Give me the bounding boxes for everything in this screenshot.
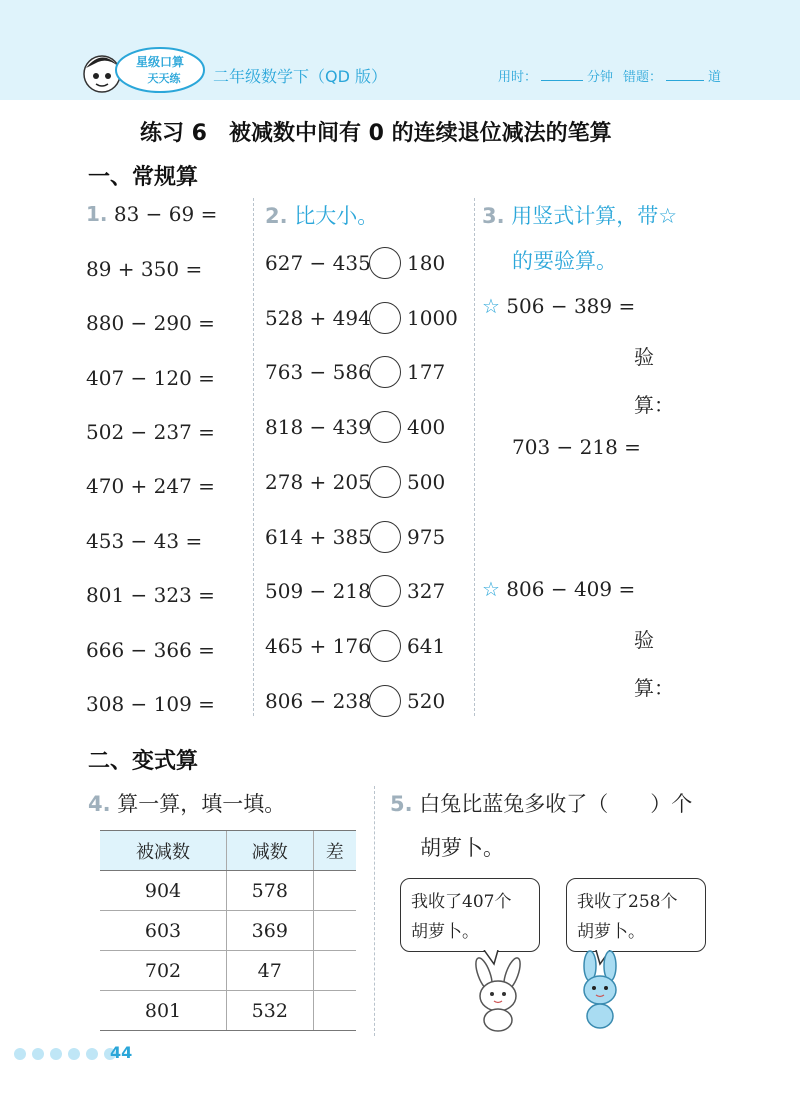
white-rabbit-illustration	[462, 956, 534, 1032]
column-divider-3	[374, 786, 375, 1036]
errors-unit: 道	[708, 70, 722, 85]
q1-problem-5: 502 − 237 =	[86, 420, 215, 444]
check-label-1a: 验	[634, 345, 654, 369]
star-icon: ☆	[482, 577, 500, 601]
section-2-title: 二、变式算	[88, 749, 199, 774]
time-label: 用时：	[498, 70, 538, 85]
speech-bubble-blue-rabbit: 我收了258个 胡萝卜。	[566, 878, 706, 952]
q4-prompt: 4. 算一算，填一填。	[88, 792, 286, 816]
time-unit: 分钟	[587, 70, 614, 85]
q2-compare-row-6: 614 + 385 975	[265, 519, 445, 555]
series-logo	[78, 44, 210, 102]
q1-problem-7: 453 − 43 =	[86, 529, 203, 553]
difference-cell[interactable]	[313, 951, 356, 991]
speech-bubble-white-rabbit: 我收了407个 胡萝卜。	[400, 878, 540, 952]
header-difference: 差	[313, 831, 356, 871]
q1-number: 1.	[86, 202, 108, 226]
header-subtrahend: 减数	[227, 831, 314, 871]
compare-circle[interactable]	[369, 685, 401, 717]
q3-problem-1: ☆ 506 − 389 =	[482, 294, 636, 318]
q2-compare-row-9: 806 − 238 520	[265, 683, 445, 719]
header-minuend: 被减数	[100, 831, 227, 871]
column-divider-1	[253, 198, 254, 716]
q1-problem-1: 1. 83 − 69 =	[86, 202, 218, 226]
q5-prompt: 5. 白兔比蓝兔多收了（ ）个	[390, 792, 693, 816]
section-1-title: 一、常规算	[88, 165, 199, 190]
compare-circle[interactable]	[369, 411, 401, 443]
q3-prompt: 3. 用竖式计算，带☆	[482, 204, 678, 228]
difference-cell[interactable]	[313, 911, 356, 951]
subtraction-table	[100, 830, 356, 1031]
compare-circle[interactable]	[369, 302, 401, 334]
q1-problem-10: 308 − 109 =	[86, 692, 215, 716]
q1-problem-2: 89 + 350 =	[86, 257, 203, 281]
page-number: 44	[110, 1043, 133, 1062]
time-blank[interactable]	[541, 69, 583, 81]
compare-circle[interactable]	[369, 521, 401, 553]
q3-problem-2: 703 − 218 =	[512, 435, 641, 459]
time-errors-record	[498, 66, 721, 85]
star-icon: ☆	[482, 294, 500, 318]
q3-prompt-line2: 的要验算。	[512, 249, 617, 273]
logo-text-line2: 天天练	[147, 72, 181, 85]
footer-decoration	[14, 1048, 116, 1060]
check-label-2b: 算：	[634, 676, 674, 700]
book-title: 二年级数学下（QD 版）	[213, 67, 388, 86]
compare-circle[interactable]	[369, 630, 401, 662]
q2-compare-row-8: 465 + 176 641	[265, 628, 445, 664]
table-row: 603 369	[100, 911, 356, 951]
errors-blank[interactable]	[666, 69, 704, 81]
compare-circle[interactable]	[369, 247, 401, 279]
compare-circle[interactable]	[369, 466, 401, 498]
difference-cell[interactable]	[313, 991, 356, 1031]
q4-number: 4.	[88, 792, 111, 816]
q2-prompt: 2. 比大小。	[265, 204, 379, 228]
q1-problem-9: 666 − 366 =	[86, 638, 215, 662]
blue-rabbit-illustration	[568, 950, 632, 1032]
q2-compare-row-5: 278 + 205 500	[265, 464, 445, 500]
difference-cell[interactable]	[313, 871, 356, 911]
q1-problem-3: 880 − 290 =	[86, 311, 215, 335]
column-divider-2	[474, 198, 475, 716]
table-row: 904 578	[100, 871, 356, 911]
q5-prompt-line2: 胡萝卜。	[420, 836, 504, 860]
q3-number: 3.	[482, 204, 505, 228]
q5-number: 5.	[390, 792, 413, 816]
table-row: 801 532	[100, 991, 356, 1031]
q2-compare-row-1: 627 − 435 180	[265, 245, 445, 281]
q2-compare-row-7: 509 − 218 327	[265, 573, 445, 609]
compare-circle[interactable]	[369, 356, 401, 388]
lesson-title: 练习 6 被减数中间有 0 的连续退位减法的笔算	[140, 121, 612, 146]
q2-compare-row-3: 763 − 586 177	[265, 354, 445, 390]
q2-compare-row-4: 818 − 439 400	[265, 409, 445, 445]
errors-label: 错题：	[623, 70, 663, 85]
q3-problem-3: ☆ 806 − 409 =	[482, 577, 636, 601]
q1-problem-8: 801 − 323 =	[86, 583, 215, 607]
table-row: 702 47	[100, 951, 356, 991]
check-label-2a: 验	[634, 628, 654, 652]
compare-circle[interactable]	[369, 575, 401, 607]
q1-problem-6: 470 + 247 =	[86, 474, 215, 498]
q1-problem-4: 407 − 120 =	[86, 366, 215, 390]
q2-number: 2.	[265, 204, 288, 228]
check-label-1b: 算：	[634, 393, 674, 417]
q2-compare-row-2: 528 + 494 1000	[265, 300, 458, 336]
logo-text-line1: 星级口算	[135, 55, 185, 69]
